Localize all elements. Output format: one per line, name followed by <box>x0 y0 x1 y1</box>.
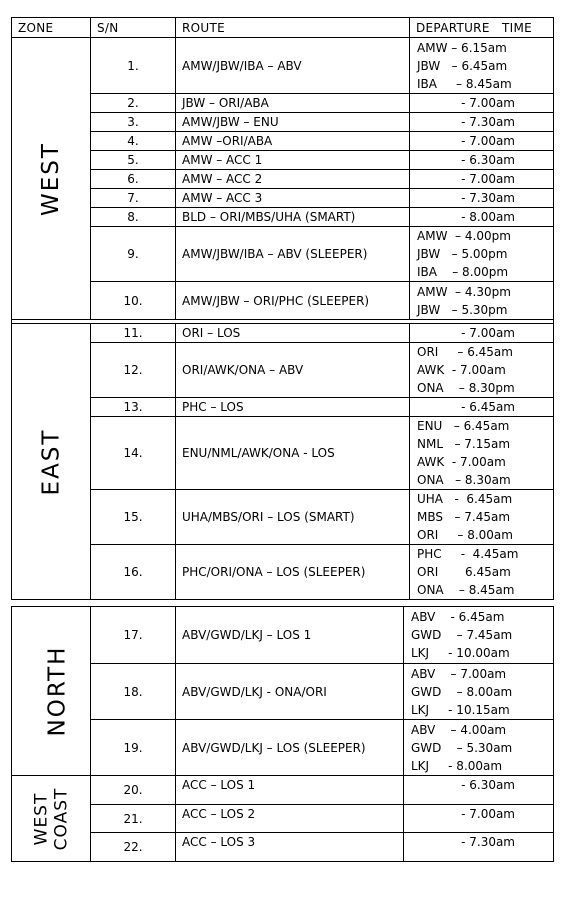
sn-cell: 5. <box>91 151 176 170</box>
route-cell: ABV/GWD/LKJ – LOS (SLEEPER) <box>176 720 404 776</box>
sn-cell: 22. <box>91 833 176 862</box>
departure-cell <box>410 113 554 132</box>
route-cell: JBW – ORI/ABA <box>176 94 410 113</box>
departure-cell <box>404 720 554 776</box>
sn-cell: 10. <box>91 282 176 320</box>
sn-cell: 9. <box>91 227 176 282</box>
departure-line: LKJ - 10.15am <box>411 702 510 717</box>
sn-cell: 7. <box>91 189 176 208</box>
departure-line: ORI – 6.45am <box>417 345 513 359</box>
departure-line: JBW – 5.30pm <box>417 302 508 317</box>
departure-cell <box>410 545 554 600</box>
header-route: ROUTE <box>176 18 410 38</box>
route-cell: AMW – ACC 2 <box>176 170 410 189</box>
departure-line: AMW – 4.30pm <box>417 284 511 299</box>
sn-cell: 6. <box>91 170 176 189</box>
route-cell: ACC – LOS 1 <box>176 776 404 805</box>
route-cell: UHA/MBS/ORI – LOS (SMART) <box>176 490 410 545</box>
departure-cell <box>410 490 554 545</box>
zone-north <box>12 607 91 776</box>
sn-cell: 12. <box>91 343 176 398</box>
departure-line: ABV – 7.00am <box>411 666 507 681</box>
zone-west-coast-label <box>31 787 71 850</box>
route-cell: AMW – ACC 1 <box>176 151 410 170</box>
header-row <box>12 18 554 38</box>
zone-west <box>12 38 91 320</box>
header-zone: ZONE <box>12 18 91 38</box>
departure-cell <box>404 805 554 833</box>
departure-line: AMW – 4.00pm <box>417 229 511 243</box>
zone-east <box>12 324 91 600</box>
departure-cell <box>404 664 554 720</box>
departure-cell <box>410 398 554 417</box>
zone-north-label: NORTH <box>44 645 71 737</box>
departure-line: JBW – 6.45am <box>417 58 508 73</box>
table-row <box>12 664 554 720</box>
sn-cell: 20. <box>91 776 176 805</box>
departure-cell <box>404 607 554 664</box>
sn-cell: 18. <box>91 664 176 720</box>
table-row <box>12 282 554 320</box>
departure-line: - 8.00am <box>461 210 515 224</box>
route-cell: ACC – LOS 2 <box>176 805 404 833</box>
route-cell: AMW/JBW/IBA – ABV <box>176 38 410 94</box>
table-row <box>12 776 554 805</box>
sn-cell: 17. <box>91 607 176 664</box>
sn-cell: 13. <box>91 398 176 417</box>
departure-line: JBW – 5.00pm <box>417 247 508 261</box>
sn-cell: 8. <box>91 208 176 227</box>
zone-west-label: WEST <box>38 141 64 216</box>
header-sn: S/N <box>91 18 176 38</box>
zone-west-coast-line: WEST <box>30 792 51 845</box>
route-cell: AMW/JBW – ENU <box>176 113 410 132</box>
departure-line: - 7.30am <box>461 835 515 849</box>
departure-line: GWD – 5.30am <box>411 740 513 755</box>
departure-cell <box>410 151 554 170</box>
table-row <box>12 545 554 600</box>
table-row <box>12 151 554 170</box>
departure-cell <box>410 282 554 320</box>
schedule-table-bottom <box>11 606 554 862</box>
header-departure: DEPARTURE TIME <box>410 18 554 38</box>
sn-cell: 15. <box>91 490 176 545</box>
departure-line: ORI 6.45am <box>417 565 511 579</box>
table-row <box>12 94 554 113</box>
departure-line: - 6.30am <box>461 153 515 167</box>
table-row <box>12 398 554 417</box>
departure-line: - 7.00am <box>461 134 515 148</box>
departure-line: ORI – 8.00am <box>417 528 513 542</box>
route-cell: PHC/ORI/ONA – LOS (SLEEPER) <box>176 545 410 600</box>
route-cell: AMW – ACC 3 <box>176 189 410 208</box>
zone-west-coast <box>12 776 91 862</box>
sn-cell: 3. <box>91 113 176 132</box>
departure-line: ABV – 4.00am <box>411 722 507 737</box>
table-row <box>12 720 554 776</box>
route-cell: ENU/NML/AWK/ONA - LOS <box>176 417 410 490</box>
departure-line: PHC - 4.45am <box>417 547 519 561</box>
departure-line: ONA – 8.30pm <box>417 381 515 395</box>
table-row <box>12 805 554 833</box>
route-cell: ORI/AWK/ONA – ABV <box>176 343 410 398</box>
departure-line: - 7.00am <box>461 807 515 821</box>
departure-cell <box>410 94 554 113</box>
table-row <box>12 208 554 227</box>
route-cell: ORI – LOS <box>176 324 410 343</box>
sn-cell: 19. <box>91 720 176 776</box>
departure-line: IBA – 8.45am <box>417 76 512 91</box>
zone-east-label: EAST <box>37 428 64 495</box>
departure-line: ENU – 6.45am <box>417 419 510 433</box>
departure-line: GWD – 8.00am <box>411 684 513 699</box>
table-row <box>12 113 554 132</box>
schedule-table-top <box>11 17 554 600</box>
route-cell: AMW –ORI/ABA <box>176 132 410 151</box>
departure-cell <box>410 170 554 189</box>
departure-cell <box>410 38 554 94</box>
departure-line: ABV - 6.45am <box>411 610 505 624</box>
sn-cell: 11. <box>91 324 176 343</box>
departure-line: - 6.30am <box>461 778 515 792</box>
sn-cell: 16. <box>91 545 176 600</box>
sn-cell: 4. <box>91 132 176 151</box>
departure-line: - 7.00am <box>461 326 515 340</box>
route-cell: AMW/JBW/IBA – ABV (SLEEPER) <box>176 227 410 282</box>
departure-line: NML – 7.15am <box>417 437 511 451</box>
table-row <box>12 38 554 94</box>
sn-cell: 21. <box>91 805 176 833</box>
departure-line: - 7.30am <box>461 191 515 205</box>
departure-line: MBS – 7.45am <box>417 510 511 524</box>
departure-cell <box>410 208 554 227</box>
departure-line: LKJ - 8.00am <box>411 758 503 773</box>
table-row <box>12 189 554 208</box>
sn-cell: 1. <box>91 38 176 94</box>
departure-line: - 7.00am <box>461 96 515 110</box>
route-cell: ACC – LOS 3 <box>176 833 404 862</box>
route-cell: PHC – LOS <box>176 398 410 417</box>
departure-line: AWK - 7.00am <box>417 363 506 377</box>
departure-cell <box>410 343 554 398</box>
departure-line: - 7.00am <box>461 172 515 186</box>
table-row <box>12 490 554 545</box>
route-cell: ABV/GWD/LKJ - ONA/ORI <box>176 664 404 720</box>
table-row <box>12 833 554 862</box>
table-row <box>12 417 554 490</box>
departure-line: ONA – 8.30am <box>417 473 511 487</box>
zone-west-coast-line: COAST <box>50 787 71 850</box>
departure-cell <box>410 189 554 208</box>
departure-cell <box>410 227 554 282</box>
table-row <box>12 343 554 398</box>
route-cell: BLD – ORI/MBS/UHA (SMART) <box>176 208 410 227</box>
table-row <box>12 324 554 343</box>
departure-line: - 6.45am <box>461 400 515 414</box>
table-row <box>12 132 554 151</box>
departure-line: LKJ - 10.00am <box>411 646 510 660</box>
departure-cell <box>410 417 554 490</box>
table-row <box>12 170 554 189</box>
route-cell: AMW/JBW – ORI/PHC (SLEEPER) <box>176 282 410 320</box>
departure-line: ONA – 8.45am <box>417 583 515 597</box>
departure-line: UHA - 6.45am <box>417 492 513 506</box>
sn-cell: 14. <box>91 417 176 490</box>
departure-line: AMW – 6.15am <box>417 40 507 55</box>
departure-cell <box>410 324 554 343</box>
departure-line: - 7.30am <box>461 115 515 129</box>
departure-line: GWD – 7.45am <box>411 628 513 642</box>
table-row <box>12 227 554 282</box>
departure-cell <box>410 132 554 151</box>
departure-cell <box>404 833 554 862</box>
departure-line: IBA – 8.00pm <box>417 265 509 279</box>
departure-line: AWK - 7.00am <box>417 455 506 469</box>
table-row <box>12 607 554 664</box>
departure-cell <box>404 776 554 805</box>
sn-cell: 2. <box>91 94 176 113</box>
route-cell: ABV/GWD/LKJ – LOS 1 <box>176 607 404 664</box>
